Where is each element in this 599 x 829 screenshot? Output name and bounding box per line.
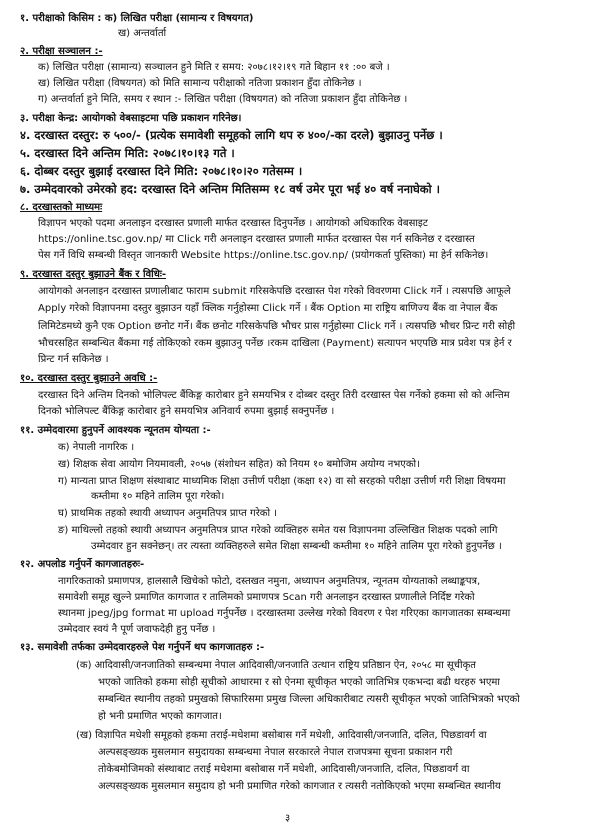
payment-period-text-2: दिनको भोलिपल्ट बैंकिङ्ग कारोबार हुने समयभित्र अनिवार्य रुपमा बुझाई सक्नुपर्नेछ । [38,406,335,417]
application-fee-line: ४. दरखास्त दस्तुर: रु ५००/- (प्रत्येक समावेशी समूहको लागि थप रु ४००/-का दरले) बुझाउनु पर्नेछ । [20,128,443,142]
payment-method-text-4: भौचरसहित सम्बन्धित बैंकमा गई तोकिएको रकम बुझाउनु पर्नेछ ।रकम दाखिला (Payment) सत्यापन भएपछि मात्र प्रवेश पत्र हेर्न र [38,338,512,349]
payment-method-heading: ९. दरखास्त दस्तुर बुझाउने बैंक र विधिः- [20,269,167,280]
qualification-heading: ११. उम्मेदवारमा हुनुपर्ने आवश्यक न्यूनतम योग्यता :- [20,425,211,436]
qualification-a: क) नेपाली नागरिक । [58,442,135,453]
qualification-c-2: कम्तीमा १० महिने तालिम पूरा गरेको। [91,491,225,502]
payment-method-text-1: आयोगको अनलाइन दरखास्त प्रणालीबाट फाराम submit गरिसकेपछि दरखास्त पेश गरेको विवरणमा Click गर्ने । त्यसपछि आफूले [38,286,511,297]
qualification-c-1: ग) मान्यता प्राप्त शिक्षण संस्थाबाट माध्यमिक शिक्षा उत्तीर्ण परीक्षा (कक्षा १२) वा सो सरहको परीक्षा उत्तीर्ण गरी शिक्षा विषयमा [58,476,506,487]
application-medium-text-2: https://online.tsc.gov.np/ मा Click गरी अनलाइन दरखास्त प्रणाली मार्फत दरखास्त पेस गर्न सकिनेछ र दरखास्त [38,234,475,245]
exam-conduct-b: ख) लिखित परीक्षा (विषयगत) को मिति सामान्य परीक्षाको नतिजा प्रकाशन हुँदा तोकिनेछ । [38,78,362,89]
upload-documents-text-3: स्थानमा jpeg/jpg format मा upload गर्नुपर्नेछ । दरखास्तमा उल्लेख गरेको विवरण र पेश गरिएका कागजातका सम्बन्धमा [58,608,511,619]
exam-center-line: ३. परीक्षा केन्द्र: आयोगको वेबसाइटमा पछि प्रकाशन गरिनेछ। [20,113,242,124]
upload-documents-text-2: समावेशी समूह खुल्ने प्रमाणित कागजात र तालिमको प्रमाणपत्र Scan गरी अनलाइन दरखास्त प्रणालीले निर्दिष्ट गरेको [58,592,475,603]
inclusive-documents-b-4: अल्पसङ्ख्यक मुसलमान समुदाय हो भनी प्रमाणित गरेको कागजात र त्यसरी नतोकिएको भएमा सम्बन्धित स्थानीय [98,781,501,792]
age-limit-line: ७. उम्मेदवारको उमेरको हद: दरखास्त दिने अन्तिम मितिसम्म १८ वर्ष उमेर पूरा भई ४० वर्ष ननाघेको । [20,182,440,196]
payment-method-text-5: प्रिन्ट गर्न सकिनेछ । [38,354,109,365]
application-medium-heading: ८. दरखास्तको माध्यमः [20,202,103,213]
upload-documents-heading: १२. अपलोड गर्नुपर्ने कागजातहरुः- [20,559,145,570]
upload-documents-text-4: उम्मेदवार स्वयं नै पूर्ण जवाफदेही हुनु पर्नेछ । [58,624,216,635]
inclusive-documents-heading: १३. समावेशी तर्फका उम्मेदवारहरुले पेश गर्नुपर्ने थप कागजातहरु :- [20,642,265,653]
payment-period-heading: १०. दरखास्त दस्तुर बुझाउने अवधि :- [20,373,158,384]
qualification-d: घ) प्राथमिक तहको स्थायी अध्यापन अनुमतिपत्र प्राप्त गरेको । [58,508,278,519]
inclusive-documents-a-2: भएको जातिको हकमा सोही सूचीको आधारमा र सो ऐनमा सूचीकृत भएको जातिभित्र एकभन्दा बढी थरहरु भएमा [98,677,500,688]
application-medium-text-1: विज्ञापन भएको पदमा अनलाइन दरखास्त प्रणाली मार्फत दरखास्त दिनुपर्नेछ । आयोगको अधिकारिक वेबसाइट [38,218,428,229]
exam-conduct-c: ग) अन्तर्वार्ता हुने मिति, समय र स्थान :- लिखित परीक्षा (विषयगत) को नतिजा प्रकाशन हुँदा तोकिनेछ । [38,94,408,105]
inclusive-documents-b-2: अल्पसङ्ख्यक मुसलमान समुदायका सम्बन्धमा नेपाल सरकारले नेपाल राजपत्रमा सूचना प्रकाशन गरी [98,747,453,758]
exam-type-interview: ख) अन्तर्वार्ता [118,28,167,39]
inclusive-documents-a-3: सम्बन्धित स्थानीय तहको प्रमुखको सिफारिसमा प्रमुख जिल्ला अधिकारीबाट त्यसरी सूचीकृत भएको जातिभित्रको भएको [98,694,520,705]
qualification-e-2: उम्मेदवार हुन सक्नेछन्। तर त्यस्ता व्यक्तिहरुले समेत शिक्षा सम्बन्धी कम्तीमा १० महिने तालिम पूरा गरेको हुनुपर्नेछ । [91,541,502,552]
payment-period-text-1: दरखास्त दिने अन्तिम दिनको भोलिपल्ट बैंकिङ्ग कारोबार हुने समयभित्र र दोब्बर दस्तुर तिरी दरखास्त पेस गर्नेको हकमा सो को अन्तिम [38,390,510,401]
deadline-line: ५. दरखास्त दिने अन्तिम मिति: २०७८।१०।१३ गते । [20,146,235,160]
inclusive-documents-b-3: तोकेबमोजिमको संस्थाबाट तराई मधेशमा बसोबास गर्ने मधेशी, आदिवासी/जनजाति, दलित, पिछडावर्ग वा [98,764,470,775]
exam-conduct-a: क) लिखित परीक्षा (सामान्य) सञ्चालन हुने मिति र समय: २०७८।१२।१९ गते बिहान ११ :०० बजे । [38,62,390,73]
payment-method-text-3: लिमिटेडमध्ये कुनै एक Option छनोट गर्ने। बैंक छनोट गरिसकेपछि भौचर प्रास गर्नुहोस्मा Click गर्ने । त्यसपछि भौचर प्रिन्ट गरी सोही [38,321,516,332]
qualification-e-1: ङ) माथिल्लो तहको स्थायी अध्यापन अनुमतिपत्र प्राप्त गरेको व्यक्तिहरु समेत यस विज्ञापनमा उल्लिखित शिक्षक पदको लागि [58,525,498,536]
exam-type-heading: १. परीक्षाको किसिम : क) लिखित परीक्षा (सामान्य र विषयगत) [20,13,254,24]
upload-documents-text-1: नागरिकताको प्रमाणपत्र, हालसालै खिचेको फोटो, दस्तखत नमुना, अध्यापन अनुमतिपत्र, न्यूनतम योग्यताको लब्धाङ्कपत्र, [58,576,481,587]
payment-method-text-2: Apply गरेको विज्ञापनमा दस्तुर बुझाउन यहाँ क्लिक गर्नुहोस्मा Click गर्ने । बैंक Option मा राष्ट्रिय बाणिज्य बैंक वा नेपाल बैंक [38,303,498,314]
double-fee-line: ६. दोब्बर दस्तुर बुझाई दरखास्त दिने मिति: २०७८।१०।२० गतेसम्म । [20,164,303,178]
qualification-b: ख) शिक्षक सेवा आयोग नियमावली, २०५७ (संशोधन सहित) को नियम १० बमोजिम अयोग्य नभएको। [58,459,420,470]
inclusive-documents-b-1: (ख) विज्ञापित मधेशी समूहको हकमा तराई-मधेशमा बसोबास गर्ने मधेशी, आदिवासी/जनजाति, दलित, पिछडावर्ग वा [76,730,487,741]
application-medium-text-3: पेस गर्ने विधि सम्बन्धी विस्तृत जानकारी Website https://online.tsc.gov.np/ (प्रयोगकर्ता पुस्तिका) मा हेर्न सकिनेछ। [38,250,489,261]
inclusive-documents-a-4: हो भनी प्रमाणित भएको कागजात। [98,711,222,722]
exam-conduct-heading: २. परीक्षा सञ्चालन :- [20,46,103,57]
page-number: ३ [285,813,291,824]
inclusive-documents-a-1: (क) आदिवासी/जनजातिको सम्बन्धमा नेपाल आदिवासी/जनजाति उत्थान राष्ट्रिय प्रतिष्ठान ऐन, २०५८ मा सूचीकृत [76,660,476,671]
